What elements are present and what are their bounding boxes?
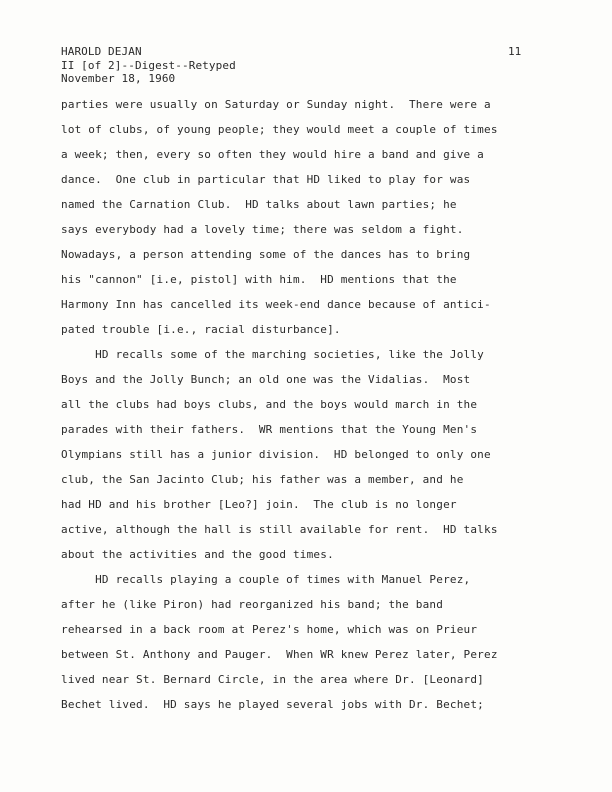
header-date: November 18, 1960 [61,72,176,85]
document-header [61,45,236,86]
text-line: lot of clubs, of young people; they would meet a couple of times [61,123,498,136]
text-line: a week; then, every so often they would hire a band and give a [61,148,484,161]
text-line: pated trouble [i.e., racial disturbance]. [61,323,341,336]
text-line: Olympians still has a junior division. HD belonged to only one [61,448,491,461]
text-line: dance. One club in particular that HD liked to play for was [61,173,471,186]
text-line: his "cannon" [i.e, pistol] with him. HD mentions that the [61,273,457,286]
text-line: named the Carnation Club. HD talks about lawn parties; he [61,198,457,211]
text-line: parades with their fathers. WR mentions that the Young Men's [61,423,478,436]
header-reel-info: II [of 2]--Digest--Retyped [61,58,236,72]
page-number: 11 [508,45,522,58]
text-line: Boys and the Jolly Bunch; an old one was the Vidalias. Most [61,373,471,386]
text-line: club, the San Jacinto Club; his father was a member, and he [61,473,464,486]
text-line: active, although the hall is still available for rent. HD talks [61,523,498,536]
text-line: says everybody had a lovely time; there was seldom a fight. [61,223,464,236]
text-line: had HD and his brother [Leo?] join. The club is no longer [61,498,457,511]
text-line: HD recalls some of the marching societies, like the Jolly [61,348,484,361]
text-line: Harmony Inn has cancelled its week-end dance because of antici- [61,298,491,311]
text-line: about the activities and the good times. [61,548,334,561]
text-line: rehearsed in a back room at Perez's home, which was on Prieur [61,623,478,636]
text-line: lived near St. Bernard Circle, in the area where Dr. [Leonard] [61,673,484,686]
text-line: after he (like Piron) had reorganized his band; the band [61,598,444,611]
text-line: HD recalls playing a couple of times with Manuel Perez, [61,573,471,586]
text-line: parties were usually on Saturday or Sunday night. There were a [61,98,491,111]
header-name: HAROLD DEJAN [61,45,142,58]
text-line: between St. Anthony and Pauger. When WR knew Perez later, Perez [61,648,498,661]
text-line: all the clubs had boys clubs, and the boys would march in the [61,398,478,411]
text-line: Bechet lived. HD says he played several jobs with Dr. Bechet; [61,698,484,711]
text-line: Nowadays, a person attending some of the dances has to bring [61,248,471,261]
